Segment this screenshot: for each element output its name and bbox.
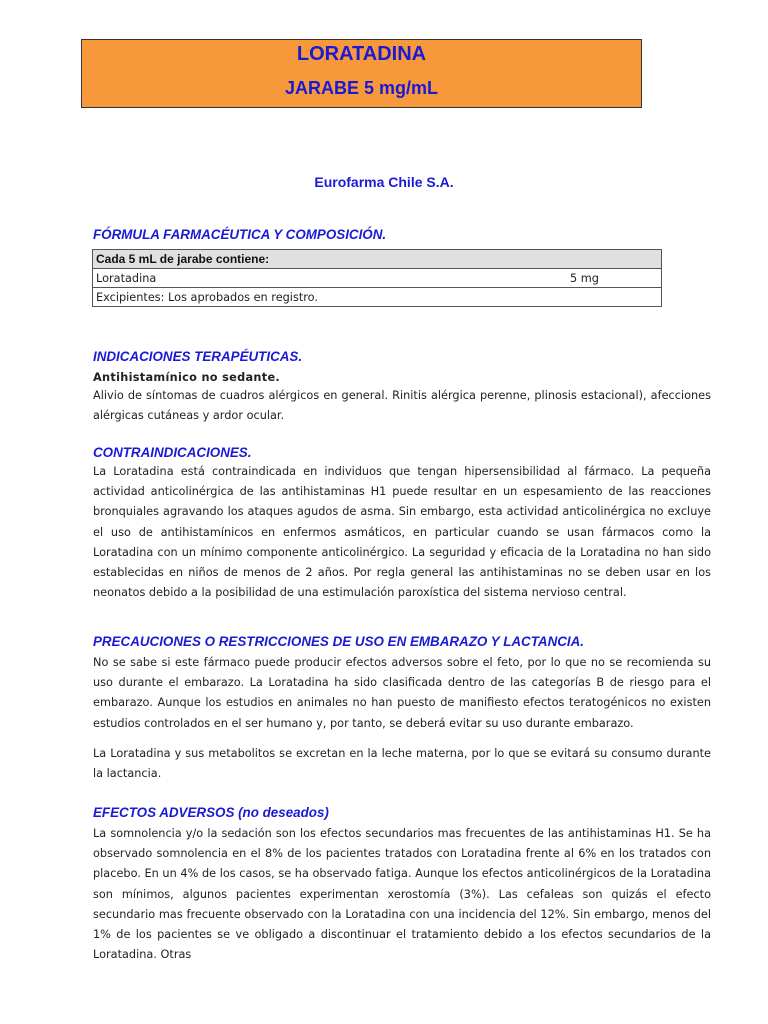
ingredient-amount: 5 mg [570,271,599,285]
table-header-cell: Cada 5 mL de jarabe contiene: [93,250,662,269]
table-row [93,269,662,288]
ingredient-name: Loratadina [96,271,157,285]
table-cell: Excipientes: Los aprobados en registro. [93,288,662,307]
table-row [93,288,662,307]
precauciones-heading: PRECAUCIONES O RESTRICCIONES DE USO EN EMBARAZO Y LACTANCIA. [93,634,585,649]
precauciones-text-1: No se sabe si este fármaco puede producir efectos adversos sobre el feto, por lo que no se recomienda su uso durante el embarazo. La Loratadina ha sido clasificada dentro de las categorías B de riesgo para el embarazo. Aunque los estudios en animales no han puesto de manifiesto efectos teratogénicos no existen estudios controlados en el ser humano y, por tanto, se deberá evitar su uso durante embarazo. [93,656,711,730]
table-cell [93,269,662,288]
formula-heading: FÓRMULA FARMACÉUTICA Y COMPOSICIÓN. [93,227,387,242]
efectos-text: La somnolencia y/o la sedación son los efectos secundarios mas frecuentes de las antihistaminas H1. Se ha observado somnolencia en el 8% de los pacientes tratados con Loratadina frente al 6% en los tratados con placebo. En un 4% de los casos, se ha observado fatiga. Aunque los efectos anticolinérgicos de la Loratadina son mínimos, algunos pacientes experimentan xerostomía (3%). Las cefaleas son quizás el efecto secundario mas frecuente observado con la Loratadina con una incidencia del 12%. Sin embargo, menos del 1% de los pacientes se ve obligado a discontinuar el tratamiento debido a los efectos secundarios de la Loratadina. Otras [93,827,711,962]
document-title: LORATADINA [296,43,427,65]
composition-table [92,249,662,307]
table-header-row [93,250,662,269]
title-banner [81,39,642,108]
contraindicaciones-heading: CONTRAINDICACIONES. [93,445,252,460]
efectos-heading: EFECTOS ADVERSOS (no deseados) [93,805,329,820]
document-subtitle: JARABE 5 mg/mL [284,78,439,98]
indicaciones-text: Alivio de síntomas de cuadros alérgicos en general. Rinitis alérgica perenne, plinosis estacional), afecciones alérgicas cutáneas y ardor ocular. [93,389,711,423]
company-name: Eurofarma Chile S.A. [314,174,454,190]
contraindicaciones-text: La Loratadina está contraindicada en individuos que tengan hipersensibilidad al fármaco. La pequeña actividad anticolinérgica de las antihistaminas H1 puede resultar en un espesamiento de las reacciones bronquiales agravando los ataques agudos de asma. Sin embargo, esta actividad anticolinérgica no excluye el uso de antihistamínicos en enfermos asmáticos, en particular cuando se usan fármacos como la Loratadina con un mínimo componente anticolinérgico. La seguridad y eficacia de la Loratadina no han sido establecidas en niños de menos de 2 años. Por regla general las antihistaminas no se deben usar en los neonatos debido a la posibilidad de una estimulación paroxística del sistema nervioso central. [93,465,711,600]
indicaciones-subheading: Antihistamínico no sedante. [93,371,280,384]
indicaciones-heading: INDICACIONES TERAPÉUTICAS. [93,349,303,364]
precauciones-text-2: La Loratadina y sus metabolitos se excretan en la leche materna, por lo que se evitará su consumo durante la lactancia. [93,747,711,781]
